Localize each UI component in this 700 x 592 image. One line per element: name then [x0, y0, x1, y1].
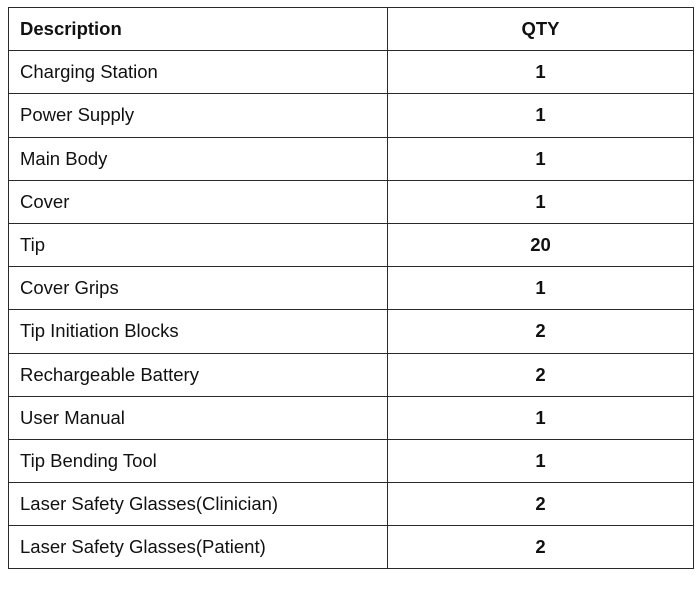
column-header-qty: QTY: [388, 8, 694, 51]
qty-cell: 20: [388, 223, 694, 266]
qty-cell: 1: [388, 439, 694, 482]
description-cell: Tip Initiation Blocks: [9, 310, 388, 353]
package-contents-table: [8, 7, 694, 569]
qty-cell: 1: [388, 51, 694, 94]
qty-cell: 1: [388, 94, 694, 137]
qty-cell: 2: [388, 310, 694, 353]
qty-cell: 1: [388, 180, 694, 223]
description-cell: Power Supply: [9, 94, 388, 137]
description-cell: Laser Safety Glasses(Patient): [9, 526, 388, 569]
description-cell: User Manual: [9, 396, 388, 439]
table-row: [9, 310, 694, 353]
table-row: [9, 223, 694, 266]
qty-cell: 2: [388, 526, 694, 569]
description-cell: Charging Station: [9, 51, 388, 94]
qty-cell: 2: [388, 483, 694, 526]
table-row: [9, 51, 694, 94]
qty-cell: 2: [388, 353, 694, 396]
table-row: [9, 94, 694, 137]
description-cell: Tip: [9, 223, 388, 266]
table-row: [9, 353, 694, 396]
column-header-description: Description: [9, 8, 388, 51]
description-cell: Tip Bending Tool: [9, 439, 388, 482]
table-row: [9, 483, 694, 526]
table-header-row: [9, 8, 694, 51]
qty-cell: 1: [388, 137, 694, 180]
package-contents-table-container: [8, 7, 693, 569]
description-cell: Cover: [9, 180, 388, 223]
qty-cell: 1: [388, 267, 694, 310]
description-cell: Cover Grips: [9, 267, 388, 310]
table-row: [9, 439, 694, 482]
table-row: [9, 180, 694, 223]
table-row: [9, 137, 694, 180]
description-cell: Main Body: [9, 137, 388, 180]
description-cell: Rechargeable Battery: [9, 353, 388, 396]
table-row: [9, 396, 694, 439]
table-row: [9, 267, 694, 310]
qty-cell: 1: [388, 396, 694, 439]
table-row: [9, 526, 694, 569]
description-cell: Laser Safety Glasses(Clinician): [9, 483, 388, 526]
